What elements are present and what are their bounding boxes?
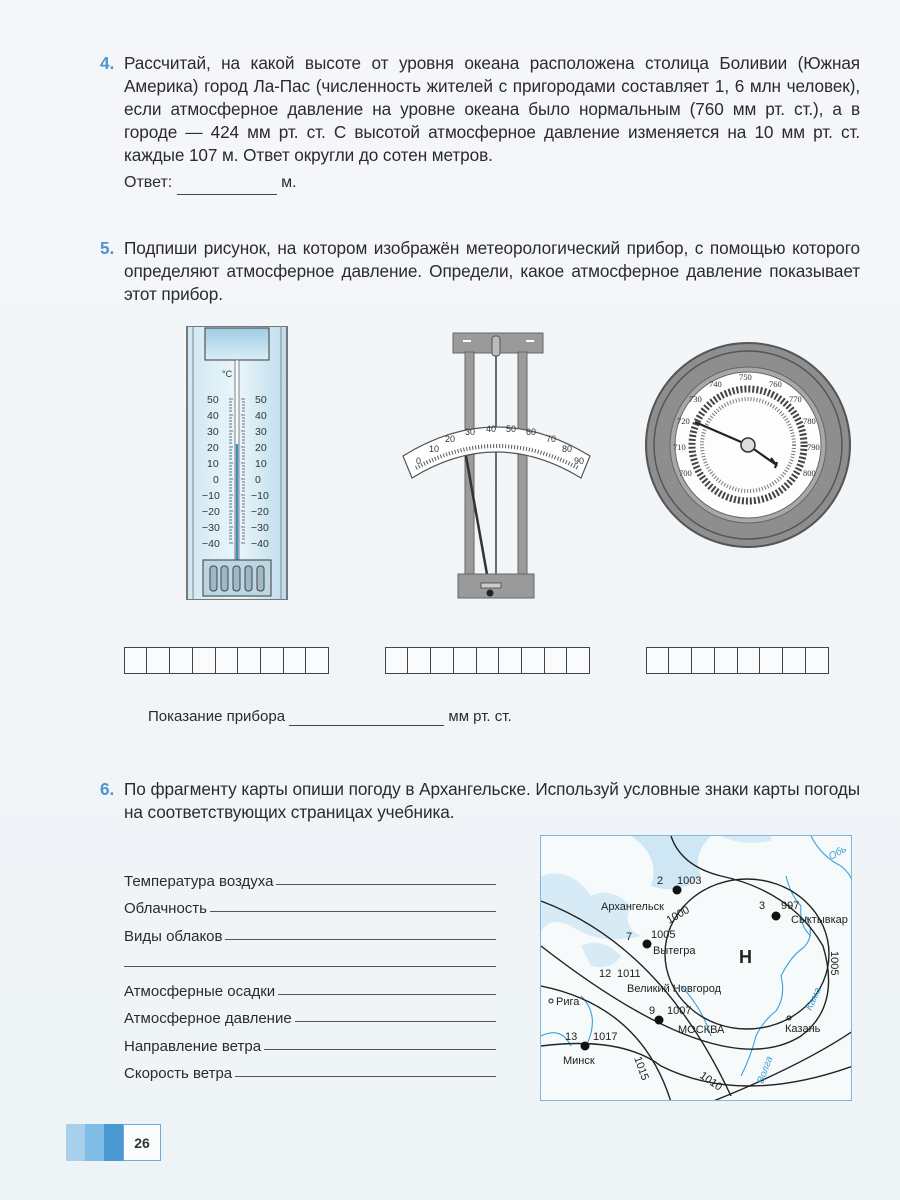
answer-input[interactable] (177, 171, 277, 195)
field-input[interactable] (295, 1021, 496, 1022)
svg-text:Вытегра: Вытегра (653, 945, 696, 957)
letter-cell[interactable] (566, 647, 590, 674)
svg-text:50: 50 (255, 394, 267, 406)
letter-cell[interactable] (169, 647, 193, 674)
field-air-temperature[interactable]: Температура воздуха (124, 862, 496, 890)
hygrometer-image (398, 328, 594, 600)
color-stripe (85, 1124, 104, 1161)
reading-unit: мм рт. ст. (448, 708, 512, 725)
svg-text:1017: 1017 (593, 1031, 618, 1043)
color-stripe (104, 1124, 123, 1161)
task-number: 6. (100, 779, 115, 799)
task-text: По фрагменту карты опиши погоду в Архангельске. Используй условные знаки карты погоды на соответствующих страницах учебника. (124, 779, 860, 822)
svg-text:Сыктывкар: Сыктывкар (791, 914, 848, 926)
svg-text:30: 30 (465, 427, 476, 437)
svg-text:Кама: Кама (803, 985, 824, 1013)
svg-text:0: 0 (255, 474, 261, 486)
hygrometer-label-cells[interactable] (386, 647, 590, 674)
letter-cell[interactable] (237, 647, 261, 674)
svg-text:0: 0 (416, 456, 422, 466)
svg-text:Рига: Рига (556, 996, 580, 1008)
svg-text:°C: °C (222, 369, 233, 379)
field-cloud-types[interactable]: Виды облаков (124, 917, 496, 945)
barometer-image (643, 340, 853, 550)
svg-text:−10: −10 (251, 490, 269, 502)
svg-text:50: 50 (207, 394, 219, 406)
task-6 (100, 778, 860, 824)
letter-cell[interactable] (385, 647, 409, 674)
svg-text:780: 780 (803, 416, 816, 426)
svg-text:1003: 1003 (677, 875, 702, 887)
svg-text:Великий Новгород: Великий Новгород (627, 983, 722, 995)
task-text: Рассчитай, на какой высоте от уровня океана расположена столица Боливии (Южная Америка) город Ла-Пас (численность жителей с пригородами составляет 1, 6 млн человек), если атмосферное давление на уровне океана было нормальным (760 мм рт. ст.), а в городе — 424 мм рт. ст. С высотой атмосферное давление изменяется на 10 мм рт. ст. каждые 107 м. Ответ округли до сотен метров. (124, 53, 860, 165)
svg-text:Волга: Волга (755, 1054, 776, 1086)
svg-text:20: 20 (445, 434, 456, 444)
letter-cell[interactable] (691, 647, 715, 674)
weather-description-form (124, 862, 496, 1082)
svg-text:−20: −20 (202, 506, 220, 518)
svg-text:70: 70 (546, 434, 557, 444)
svg-text:МОСКВА: МОСКВА (678, 1024, 725, 1036)
field-pressure[interactable]: Атмосферное давление (124, 1000, 496, 1028)
letter-cell[interactable] (544, 647, 568, 674)
field-input[interactable] (278, 994, 496, 995)
svg-text:1000: 1000 (664, 903, 692, 927)
thermometer-label-cells[interactable] (125, 647, 329, 674)
svg-text:9: 9 (649, 1005, 656, 1017)
svg-text:10: 10 (255, 458, 267, 470)
page-number-tab (66, 1124, 161, 1161)
svg-text:997: 997 (781, 900, 800, 912)
letter-cell[interactable] (453, 647, 477, 674)
svg-text:80: 80 (562, 444, 573, 454)
field-precipitation[interactable]: Атмосферные осадки (124, 972, 496, 1000)
answer-label: Ответ: (124, 174, 173, 191)
task-number: 4. (100, 53, 115, 73)
reading-label: Показание прибора (148, 708, 286, 725)
letter-cell[interactable] (260, 647, 284, 674)
barometer-label-cells[interactable] (647, 647, 829, 674)
letter-cell[interactable] (283, 647, 307, 674)
letter-cell[interactable] (215, 647, 239, 674)
svg-text:1010: 1010 (697, 1069, 725, 1094)
svg-text:790: 790 (807, 442, 820, 452)
svg-text:−40: −40 (251, 538, 269, 550)
svg-text:730: 730 (689, 394, 702, 404)
svg-text:2: 2 (657, 875, 664, 887)
letter-cell[interactable] (146, 647, 170, 674)
svg-text:13: 13 (565, 1031, 578, 1043)
svg-text:Н: Н (739, 947, 752, 967)
svg-text:40: 40 (255, 410, 267, 422)
svg-text:760: 760 (769, 379, 782, 389)
svg-text:−20: −20 (251, 506, 269, 518)
svg-text:720: 720 (677, 416, 690, 426)
letter-cell[interactable] (782, 647, 806, 674)
task-4 (100, 52, 860, 195)
svg-text:0: 0 (213, 474, 219, 486)
svg-text:90: 90 (574, 456, 585, 466)
field-cloud-types-continued[interactable] (124, 945, 496, 973)
letter-cell[interactable] (805, 647, 829, 674)
page-number: 26 (123, 1124, 161, 1161)
task-number: 5. (100, 238, 115, 258)
svg-text:−10: −10 (202, 490, 220, 502)
field-input[interactable] (210, 911, 496, 912)
letter-cell[interactable] (714, 647, 738, 674)
svg-text:Архангельск: Архангельск (601, 901, 664, 913)
letter-cell[interactable] (476, 647, 500, 674)
svg-text:1015: 1015 (631, 1054, 651, 1083)
svg-text:30: 30 (255, 426, 267, 438)
svg-text:710: 710 (673, 442, 686, 452)
svg-text:50: 50 (506, 424, 517, 434)
svg-text:10: 10 (429, 444, 440, 454)
svg-text:−30: −30 (251, 522, 269, 534)
answer-row (124, 171, 860, 195)
letter-cell[interactable] (192, 647, 216, 674)
svg-text:Казань: Казань (785, 1023, 821, 1035)
field-cloudiness[interactable]: Облачность (124, 890, 496, 918)
letter-cell[interactable] (430, 647, 454, 674)
letter-cell[interactable] (521, 647, 545, 674)
svg-text:40: 40 (486, 424, 497, 434)
letter-cell[interactable] (305, 647, 329, 674)
field-input[interactable] (276, 884, 496, 885)
task-5 (100, 237, 860, 306)
field-input[interactable] (264, 1049, 496, 1050)
letter-cell[interactable] (646, 647, 670, 674)
field-wind-direction[interactable]: Направление ветра (124, 1027, 496, 1055)
letter-cell[interactable] (737, 647, 761, 674)
letter-cell[interactable] (407, 647, 431, 674)
svg-text:12: 12 (599, 968, 612, 980)
svg-text:700: 700 (679, 468, 692, 478)
letter-cell[interactable] (124, 647, 148, 674)
svg-text:−30: −30 (202, 522, 220, 534)
instrument-reading-row (148, 708, 512, 726)
svg-text:30: 30 (207, 426, 219, 438)
field-input[interactable] (225, 939, 496, 940)
letter-cell[interactable] (498, 647, 522, 674)
svg-text:7: 7 (626, 931, 633, 943)
svg-text:740: 740 (709, 379, 722, 389)
svg-text:800: 800 (803, 468, 816, 478)
svg-text:Минск: Минск (563, 1055, 595, 1067)
weather-map (540, 835, 852, 1101)
reading-input[interactable] (289, 708, 444, 726)
svg-text:750: 750 (739, 372, 752, 382)
task-text: Подпиши рисунок, на котором изображён метеорологический прибор, с помощью которого определяют атмосферное давление. Определи, какое атмосферное давление показывает этот прибор. (124, 238, 860, 304)
letter-cell[interactable] (759, 647, 783, 674)
thermometer-image (185, 326, 289, 600)
svg-text:60: 60 (526, 427, 537, 437)
svg-text:3: 3 (759, 900, 766, 912)
svg-text:1011: 1011 (617, 968, 641, 980)
answer-unit: м. (281, 174, 297, 191)
letter-cell[interactable] (668, 647, 692, 674)
svg-text:20: 20 (207, 442, 219, 454)
svg-text:Обь: Обь (827, 843, 849, 863)
svg-text:770: 770 (789, 394, 802, 404)
field-wind-speed[interactable]: Скорость ветра (124, 1055, 496, 1083)
svg-text:1005: 1005 (651, 929, 676, 941)
svg-text:1007: 1007 (667, 1005, 692, 1017)
svg-text:1005: 1005 (828, 951, 840, 976)
svg-text:20: 20 (255, 442, 267, 454)
field-input[interactable] (235, 1076, 496, 1077)
field-input[interactable] (124, 966, 496, 967)
svg-text:40: 40 (207, 410, 219, 422)
svg-text:−40: −40 (202, 538, 220, 550)
svg-text:10: 10 (207, 458, 219, 470)
color-stripe (66, 1124, 85, 1161)
